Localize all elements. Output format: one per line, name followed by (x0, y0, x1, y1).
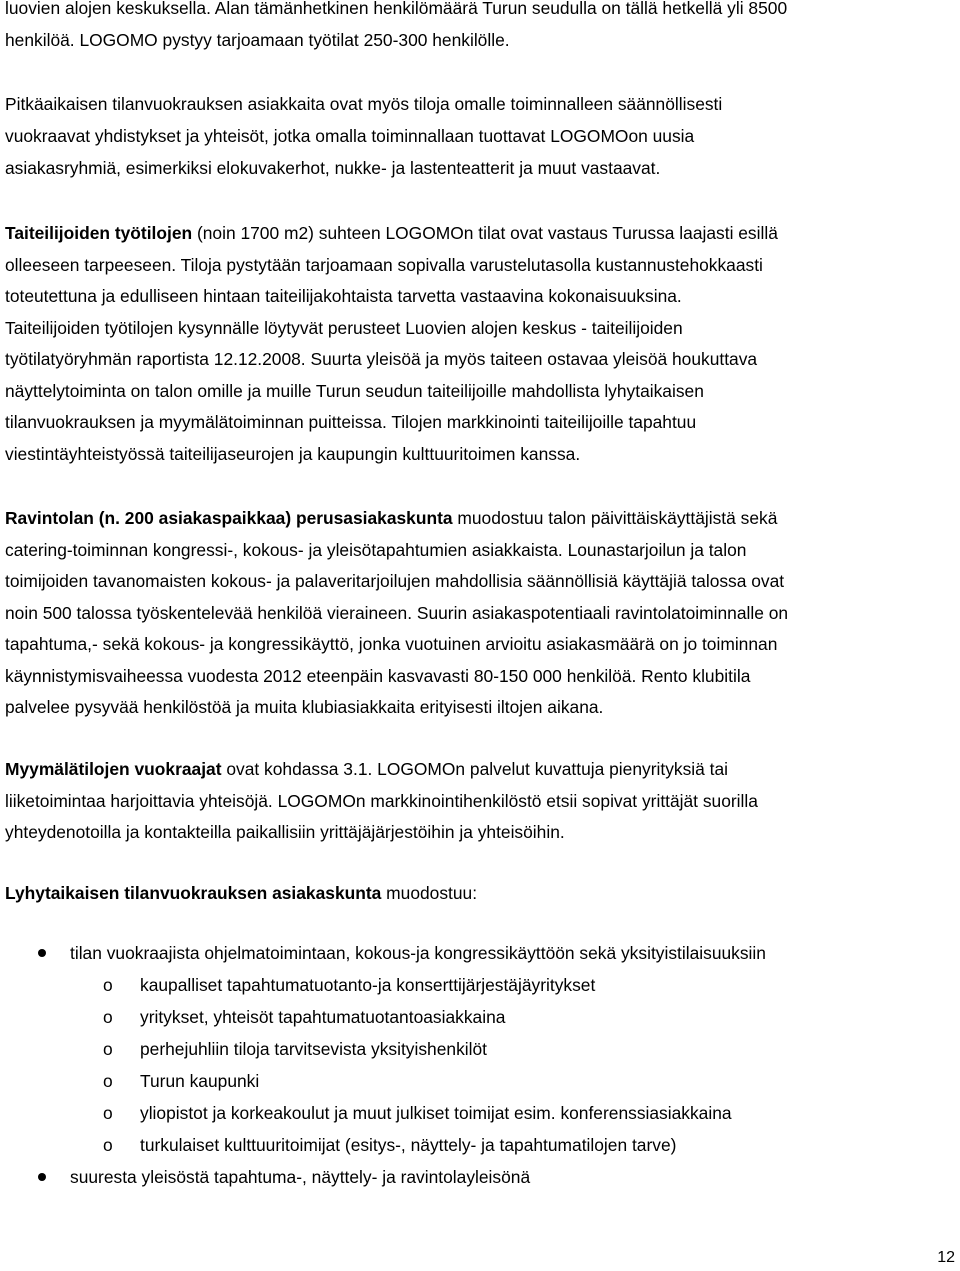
p3-line-5: tapahtuma,- sekä kokous- ja kongressikäyttö, jonka vuotuinen arvioitu asiakasmäärä on jo toiminnan (5, 634, 778, 654)
sub-list-item (0, 1001, 960, 1033)
p5-bold-heading: Lyhytaikaisen tilanvuokrauksen asiakaskunta (5, 883, 382, 903)
p3-line-7: palvelee pysyvää henkilöstöä ja muita klubiasiakkaita erityisesti iltojen aikana. (5, 697, 604, 717)
sub-list-item-text: Turun kaupunki (140, 1071, 260, 1091)
p2-line-4: Taiteilijoiden työtilojen kysynnälle löytyvät perusteet Luovien alojen keskus - taiteilijoiden (5, 317, 683, 338)
sub-list-item (0, 1033, 960, 1065)
p1-line-1: Pitkäaikaisen tilanvuokrauksen asiakkaita ovat myös tiloja omalle toiminnalleen säännöllisesti (5, 94, 723, 114)
sub-list-item (0, 1097, 960, 1129)
p2-line-6: näyttelytoiminta on talon omille ja muille Turun seudun taiteilijoille mahdollista lyhytaikaisen (5, 380, 704, 401)
sub-list-item (0, 1129, 960, 1161)
sub-list-item-text: kaupalliset tapahtumatuotanto-ja konserttijärjestäjäyritykset (140, 975, 596, 995)
sub-list-item-text: yliopistot ja korkeakoulut ja muut julkiset toimijat esim. konferenssiasiakkaina (140, 1103, 732, 1123)
list-item (0, 1161, 960, 1193)
intro-paragraph (5, 0, 960, 56)
sub-bullet-marker: o (103, 1103, 113, 1123)
p3-line-4: noin 500 talossa työskentelevää henkilöä vieraineen. Suurin asiakaspotentiaali ravintolatoiminnalle on (5, 602, 789, 623)
p2-line-5: työtilatyöryhmän raportista 12.12.2008. Suurta yleisöä ja myös taiteen ostavaa yleisöä houkuttava (5, 349, 758, 369)
p3-bold-heading: Ravintolan (n. 200 asiakaspaikkaa) perusasiakaskunta (5, 508, 453, 528)
list-item (0, 937, 960, 969)
p1-line-3: asiakasryhmiä, esimerkiksi elokuvakerhot, nukke- ja lastenteatterit ja muut vastaavat. (5, 158, 661, 178)
paragraph-shortterm-rental (5, 878, 960, 910)
sub-list-item-text: yritykset, yhteisöt tapahtumatuotantoasiakkaina (140, 1007, 506, 1027)
sub-list-item-text: perhejuhliin tiloja tarvitsevista yksityishenkilöt (140, 1039, 487, 1059)
p4-line-2: liiketoimintaa harjoittavia yhteisöjä. LOGOMOn markkinointihenkilöstö etsii sopivat yrittäjät suorilla (5, 790, 758, 811)
p2-line-1-text: (noin 1700 m2) suhteen LOGOMOn tilat ovat vastaus Turussa laajasti esillä (192, 223, 778, 243)
sub-bullet-marker: o (103, 1071, 113, 1091)
p1-line-2: vuokraavat yhdistykset ja yhteisöt, jotka omalla toiminnallaan tuottavat LOGOMOon uusia (5, 126, 695, 146)
p4-line-3: yhteydenotoilla ja kontakteilla paikallisiin yrittäjäjärjestöihin ja yhteisöihin. (5, 822, 565, 842)
p2-line-7: tilanvuokrauksen ja myymälätoiminnan puitteissa. Tilojen markkinointi taiteilijoille tapahtuu (5, 412, 697, 432)
paragraph-artist-workspaces (5, 218, 960, 470)
sub-bullet-marker: o (103, 975, 113, 995)
p3-line-1-text: muodostuu talon päivittäiskäyttäjistä sekä (452, 508, 778, 528)
list-item-text: tilan vuokraajista ohjelmatoimintaan, kokous-ja kongressikäyttöön sekä yksityistilaisuuksiin (70, 943, 766, 963)
list-item-text: suuresta yleisöstä tapahtuma-, näyttely- ja ravintolayleisönä (70, 1167, 531, 1187)
bullet-icon (38, 1173, 46, 1181)
customer-list (0, 937, 960, 1193)
p4-bold-heading: Myymälätilojen vuokraajat (5, 759, 222, 779)
p2-line-8: viestintäyhteistyössä taiteilijaseurojen ja kaupungin kulttuuritoimen kanssa. (5, 443, 581, 464)
sub-bullet-marker: o (103, 1007, 113, 1027)
p3-line-2: catering-toiminnan kongressi-, kokous- ja yleisötapahtumien asiakkaista. Lounastarjoilun ja talon (5, 539, 747, 560)
bullet-icon (38, 949, 46, 957)
p2-line-2: olleeseen tarpeeseen. Tiloja pystytään tarjoamaan sopivalla varustelutasolla kustannustehokkaasti (5, 254, 763, 275)
p3-line-6: käynnistymisvaiheessa vuodesta 2012 eteenpäin kasvavasti 80-150 000 henkilöä. Rento klubitila (5, 665, 751, 686)
p3-line-3: toimijoiden tavanomaisten kokous- ja palaveritarjoilujen mahdollisia säännöllisiä käyttäjiä talossa ovat (5, 571, 785, 591)
sub-list-item (0, 1065, 960, 1097)
sub-list-item (0, 969, 960, 1001)
paragraph-longterm-rental (5, 88, 960, 184)
intro-line-2: henkilöä. LOGOMO pystyy tarjoamaan työtilat 250-300 henkilölle. (5, 30, 510, 50)
page-number: 12 (937, 1249, 955, 1266)
sub-bullet-marker: o (103, 1135, 113, 1155)
p2-bold-heading: Taiteilijoiden työtilojen (5, 223, 193, 243)
sub-list-item-text: turkulaiset kulttuuritoimijat (esitys-, näyttely- ja tapahtumatilojen tarve) (140, 1135, 677, 1155)
intro-line-1: luovien alojen keskuksella. Alan tämänhetkinen henkilömäärä Turun seudulla on tällä hetkellä yli 8500 (5, 0, 788, 18)
p4-line-1-text: ovat kohdassa 3.1. LOGOMOn palvelut kuvattuja pienyrityksiä tai (221, 759, 729, 779)
sub-bullet-marker: o (103, 1039, 113, 1059)
paragraph-restaurant (5, 503, 960, 724)
p2-line-3: toteutettuna ja edulliseen hintaan taiteilijakohtaista tarvetta vastaavina kokonaisuuksina. (5, 286, 682, 306)
paragraph-shop-tenants (5, 754, 960, 849)
p5-line-1-text: muodostuu: (381, 883, 478, 903)
